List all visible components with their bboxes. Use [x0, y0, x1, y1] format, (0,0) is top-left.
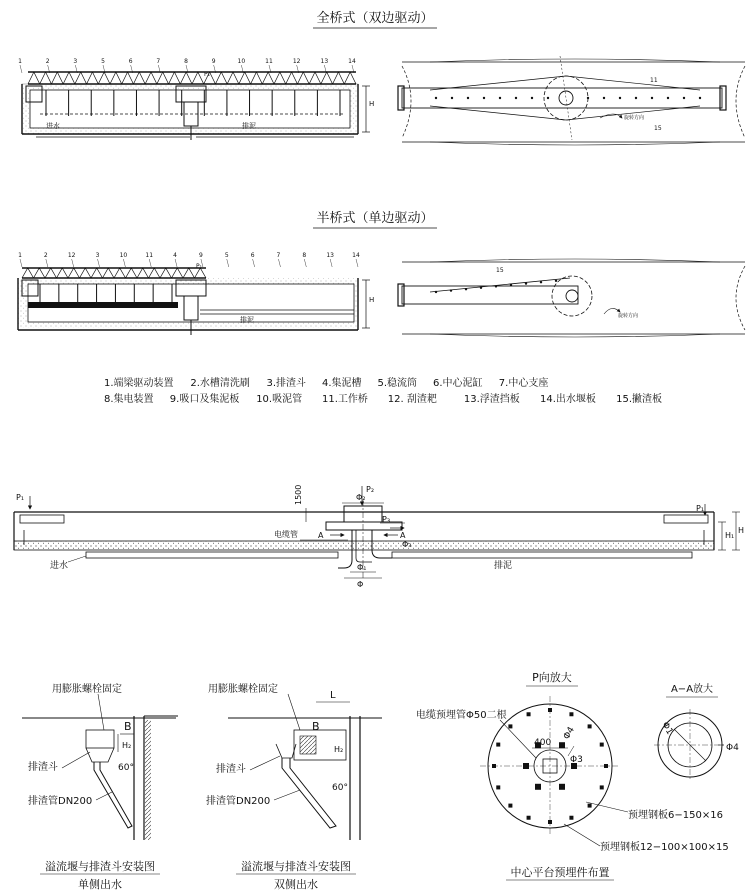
- section-p1-left: P₁: [16, 493, 25, 502]
- full-bridge-elevation: [18, 58, 374, 140]
- legend-item: 14.出水堰板: [540, 394, 596, 405]
- full-part-number: 2: [45, 58, 50, 65]
- half-plan-label-15: 15: [496, 267, 504, 274]
- legend-item: 1.端梁驱动装置: [104, 378, 174, 389]
- p-detail-plate-1: 预埋钢板6−150×16: [628, 810, 723, 821]
- full-plan-label-11: 11: [650, 77, 658, 84]
- section-phi3: Φ₃: [402, 540, 412, 549]
- full-h-dimension: H: [369, 100, 375, 108]
- aa-detail-phi1: Φ1: [659, 720, 675, 737]
- full-bridge-part-numbers: [18, 58, 356, 73]
- section-dim-1500: 1500: [294, 484, 303, 505]
- section-phi: Φ: [357, 580, 364, 589]
- half-bridge-title: 半桥式（单边驱动）: [316, 211, 434, 226]
- legend-item: 13.浮渣挡板: [463, 394, 520, 405]
- p-detail-dim-400: 400: [534, 738, 552, 748]
- half-part-number: 10: [119, 252, 128, 259]
- half-part-number: 6: [250, 252, 255, 259]
- legend-item: 6.中心泥缸: [433, 378, 483, 389]
- legend-item: 2.水槽清洗刷: [190, 378, 250, 389]
- full-part-number: 14: [348, 58, 356, 65]
- legend-row-1: [104, 376, 548, 389]
- full-p-marker: P₁: [204, 71, 211, 78]
- aa-detail-phi4: Φ4: [726, 743, 739, 753]
- half-part-number: 4: [173, 252, 177, 259]
- full-part-number: 8: [184, 58, 188, 65]
- half-plan-direction: 旋转方向: [618, 313, 639, 319]
- full-part-number: 6: [128, 58, 133, 65]
- half-bridge-part-numbers: [18, 252, 360, 267]
- half-bridge-plan: [398, 259, 745, 337]
- half-part-number: 13: [326, 252, 334, 259]
- full-part-number: 12: [292, 58, 301, 65]
- legend-item: 10.吸泥管: [256, 394, 303, 405]
- section-outflow-label: 排泥: [494, 561, 513, 571]
- half-part-number: 7: [276, 252, 281, 259]
- full-part-number: 10: [237, 58, 246, 65]
- full-part-number: 13: [320, 58, 329, 65]
- double-caption-1: 溢流堰与排渣斗安装图: [241, 860, 351, 873]
- p-detail-phi3: Φ3: [570, 755, 583, 765]
- full-plan-label-15: 15: [654, 125, 662, 132]
- full-inflow-label: 进水: [46, 122, 60, 130]
- section-cable-label: 电缆管: [274, 530, 298, 539]
- full-part-number: 1: [18, 58, 22, 65]
- half-outflow-label: 排泥: [240, 316, 254, 324]
- p-detail-caption: 中心平台预埋件布置: [510, 866, 610, 879]
- legend-item: 12. 刮渣耙: [387, 394, 437, 405]
- single-bolt-label: 用膨胀螺栓固定: [52, 684, 122, 695]
- half-part-number: 9: [199, 252, 203, 259]
- double-angle: 60°: [332, 783, 348, 793]
- detail-double-outlet: [206, 682, 382, 891]
- section-p2: P₂: [366, 485, 375, 494]
- aa-detail: [654, 682, 739, 781]
- half-part-number: 14: [352, 252, 360, 259]
- half-part-number: 5: [224, 252, 229, 259]
- section-phi1: Φ₁: [357, 563, 367, 572]
- aa-detail-title: A−A放大: [670, 684, 714, 695]
- double-caption-2: 双侧出水: [274, 878, 318, 891]
- single-caption-1: 溢流堰与排渣斗安装图: [45, 860, 155, 873]
- full-part-number: 11: [265, 58, 273, 65]
- half-part-number: 2: [43, 252, 48, 259]
- legend-item: 4.集泥槽: [322, 378, 362, 389]
- full-part-number: 9: [211, 58, 216, 65]
- detail-single-outlet: [22, 682, 178, 891]
- section-p1-right: P₁: [696, 504, 705, 513]
- full-part-number: 3: [73, 58, 78, 65]
- legend-item: 7.中心支座: [498, 378, 549, 389]
- p-detail-title: P向放大: [532, 671, 572, 684]
- legend-item: 11.工作桥: [322, 394, 368, 405]
- full-bridge-title: 全桥式（双边驱动）: [316, 11, 434, 26]
- full-part-number: 5: [101, 58, 105, 65]
- double-dim-b: B: [312, 720, 320, 733]
- half-part-number: 8: [302, 252, 307, 259]
- legend-item: 15.撇渣板: [616, 394, 663, 405]
- legend-item: 9.吸口及集泥板: [169, 394, 240, 405]
- legend-item: 5.稳流筒: [377, 378, 418, 389]
- section-a-right: A: [400, 531, 406, 540]
- section-h1: H₁: [725, 531, 735, 540]
- half-part-number: 3: [95, 252, 100, 259]
- legend-item: 8.集电装置: [104, 394, 154, 405]
- double-bolt-label: 用膨胀螺栓固定: [208, 684, 278, 695]
- full-bridge-plan: [398, 56, 745, 145]
- section-a-left: A: [318, 531, 324, 540]
- half-part-number: 12: [67, 252, 76, 259]
- legend-item: 3.排渣斗: [266, 378, 307, 389]
- legend-row-2: [104, 392, 662, 405]
- half-part-number: 1: [18, 252, 22, 259]
- double-dim-h2: H₂: [334, 745, 344, 754]
- section-p3: P₃: [382, 515, 391, 524]
- half-h-dimension: H: [369, 296, 375, 304]
- section-inflow-label: 进水: [50, 561, 69, 571]
- full-outflow-label: 排泥: [242, 122, 256, 130]
- half-p-marker: P₁: [196, 263, 203, 270]
- p-detail: [416, 670, 729, 880]
- double-pipe-label: 排渣管DN200: [206, 796, 271, 807]
- single-caption-2: 单侧出水: [78, 878, 122, 891]
- half-part-number: 11: [145, 252, 154, 259]
- single-dim-h2: H₂: [122, 741, 132, 750]
- p-detail-cable-label: 电缆预埋管Φ50二根: [416, 710, 507, 721]
- section-phi2: Φ₂: [356, 493, 366, 502]
- half-bridge-elevation: [18, 252, 374, 335]
- p-detail-phi4: Φ4: [561, 725, 578, 742]
- single-pipe-label: 排渣管DN200: [28, 796, 93, 807]
- single-dim-b: B: [124, 720, 132, 733]
- full-part-number: 7: [156, 58, 161, 65]
- single-hopper-label: 排渣斗: [28, 762, 58, 773]
- double-dim-l: L: [330, 690, 336, 701]
- section-view: [14, 485, 744, 589]
- section-h: H: [738, 526, 745, 535]
- single-angle: 60°: [118, 763, 134, 773]
- p-detail-plate-2: 预埋钢板12−100×100×15: [600, 842, 729, 853]
- double-hopper-label: 排渣斗: [216, 764, 246, 775]
- full-plan-direction: 旋转方向: [624, 115, 645, 121]
